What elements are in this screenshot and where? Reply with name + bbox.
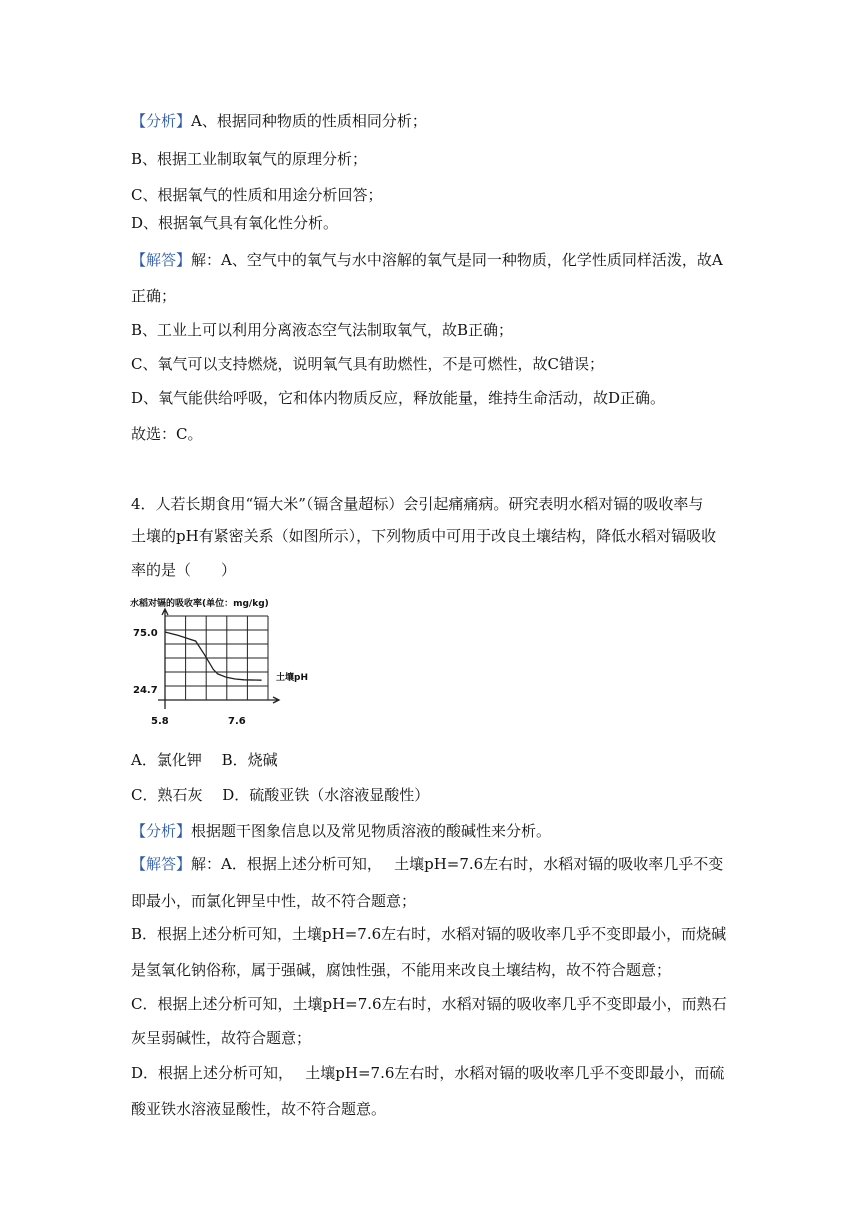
text-line <box>131 495 703 513</box>
line-text: B、根据工业制取氧气的原理分析； <box>131 150 368 168</box>
text-line <box>131 561 236 579</box>
chart-axes <box>158 609 279 709</box>
text-line <box>131 1100 386 1118</box>
text-line <box>131 1029 311 1047</box>
section-tag: 【分析】 <box>131 822 192 840</box>
text-line <box>131 112 427 130</box>
text-line <box>131 1064 724 1082</box>
section-tag: 【解答】 <box>131 251 192 269</box>
chart-grid <box>165 616 268 700</box>
line-text: B．根据上述分析可知，土壤pH=7.6左右时，水稻对镉的吸收率几乎不变即最小，而烧碱 <box>131 925 727 943</box>
line-text: D、根据氧气具有氧化性分析。 <box>131 214 339 232</box>
line-text: 灰呈弱碱性，故符合题意； <box>131 1029 312 1047</box>
section-tag: 【分析】 <box>131 112 192 130</box>
x-tick-label: 5.8 <box>151 716 169 727</box>
line-text: D、氧气能供给呼吸，它和体内物质反应，释放能量，维持生命活动，故D正确。 <box>131 389 666 407</box>
text-line <box>131 214 338 232</box>
text-line <box>131 925 726 943</box>
line-text: 正确； <box>131 287 177 305</box>
y-tick-label: 75.0 <box>133 628 158 639</box>
line-text: 解：A、空气中的氧气与水中溶解的氧气是同一种物质，化学性质同样活泼，故A <box>191 251 723 269</box>
line-text: C．熟石灰 D．硫酸亚铁（水溶液显酸性） <box>131 786 430 804</box>
chart-title: 水稻对镉的吸收率(单位：mg/kg) <box>130 599 269 609</box>
line-text: 酸亚铁水溶液显酸性，故不符合题意。 <box>131 1100 387 1118</box>
line-text: B、工业上可以利用分离液态空气法制取氧气，故B正确； <box>131 321 514 339</box>
text-line <box>131 822 551 840</box>
text-line <box>131 786 429 804</box>
line-text: 是氢氧化钠俗称，属于强碱，腐蚀性强，不能用来改良土壤结构，故不符合题意； <box>131 961 672 979</box>
x-axis-label: 土壤pH <box>276 673 308 683</box>
text-line <box>131 287 176 305</box>
text-line <box>131 186 382 204</box>
text-line <box>131 389 665 407</box>
text-line <box>131 751 278 769</box>
line-text: 解：A．根据上述分析可知， 土壤pH=7.6左右时，水稻对镉的吸收率几乎不变 <box>191 855 724 873</box>
text-line <box>131 150 367 168</box>
line-text: 4．人若长期食用“镉大米”（镉含量超标）会引起痛痛病。研究表明水稻对镉的吸收率与 <box>131 495 704 513</box>
y-tick-label: 24.7 <box>133 685 158 696</box>
x-axis <box>158 697 279 703</box>
y-axis <box>162 609 168 709</box>
text-line <box>131 961 671 979</box>
line-text: C、根据氧气的性质和用途分析回答； <box>131 186 383 204</box>
text-line <box>131 527 716 545</box>
line-text: A、根据同种物质的性质相同分析； <box>191 112 427 130</box>
text-line <box>131 855 723 873</box>
x-tick-label: 7.6 <box>228 716 246 727</box>
line-text: 故选：C。 <box>131 425 203 443</box>
section-tag: 【解答】 <box>131 855 192 873</box>
line-text: C、氧气可以支持燃烧，说明氧气具有助燃性，不是可燃性，故C错误； <box>131 355 604 373</box>
text-line <box>131 425 202 443</box>
text-line <box>131 321 513 339</box>
cadmium-absorption-chart <box>128 594 338 732</box>
line-text: C．根据上述分析可知，土壤pH=7.6左右时，水稻对镉的吸收率几乎不变即最小，而熟石 <box>131 995 727 1013</box>
text-line <box>131 251 723 269</box>
line-text: 率的是（ ） <box>131 561 237 579</box>
text-line <box>131 355 604 373</box>
line-text: 土壤的pH有紧密关系（如图所示），下列物质中可用于改良土壤结构，降低水稻对镉吸收 <box>131 527 717 545</box>
line-text: 根据题干图象信息以及常见物质溶液的酸碱性来分析。 <box>191 822 552 840</box>
text-line <box>131 995 727 1013</box>
line-text: D．根据上述分析可知， 土壤pH=7.6左右时，水稻对镉的吸收率几乎不变即最小，而硫 <box>131 1064 725 1082</box>
line-text: 即最小，而氯化钾呈中性，故不符合题意； <box>131 892 417 910</box>
line-text: A．氯化钾 B．烧碱 <box>131 751 278 769</box>
text-line <box>131 892 416 910</box>
